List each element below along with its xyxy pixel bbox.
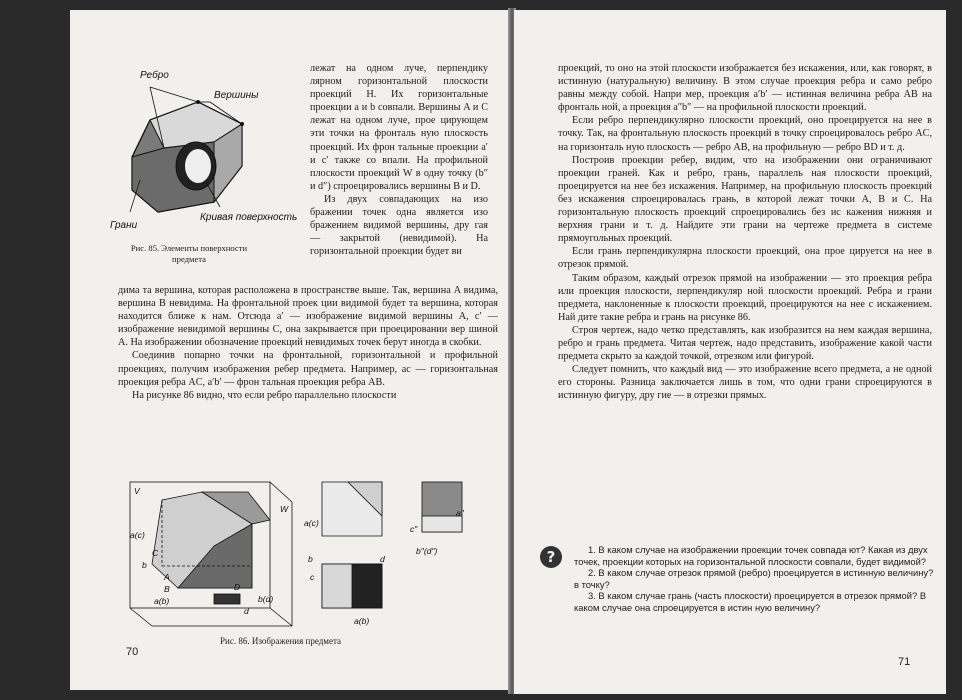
A-label: A (164, 572, 170, 582)
nut-drawing (130, 87, 244, 212)
side-a-label: a″ (456, 508, 464, 518)
top-ab-label: a(b) (354, 616, 370, 626)
question-icon: ? (540, 546, 562, 568)
question: 2. В каком случае отрезок прямой (ребро) проецируется в истинную величину? в точку? (574, 567, 934, 590)
D-label: D (234, 582, 241, 592)
front-view (322, 482, 382, 536)
v-label: V (134, 486, 140, 496)
side-bd-label: b″(d″) (416, 546, 438, 556)
edge-label: Ребро (140, 70, 169, 81)
figure-86-caption: Рис. 86. Изображения предмета (220, 636, 342, 646)
B-label: B (164, 584, 170, 594)
ab-bottom-label: a(b) (154, 596, 170, 606)
side-view (422, 482, 462, 532)
figure-85-caption: Рис. 85. Элементы поверхности предмета (130, 243, 248, 264)
b-label: b (142, 560, 147, 570)
front-d-label: d (380, 554, 385, 564)
paragraph: Из двух совпадающих на изо бражении точек одна является изо бражением видимой вершины, дру гая — закрытой (невидимой). На горизонтальной проекции будет ви (310, 193, 488, 258)
paragraph: лежат на одном луче, перпендику лярном горизонтальной плоскости проекций H. Их горизонтальные проекции a и b совпали. Вершины A и C лежат на одном луче, прое цирующем эти точки на фронталь ную плоскость проекций. Их фрон тальные проекции a′ и c′ также со впали. На профильной плоскости проекций W в одну точку (b″ и d″) спроецировались вершины B и D. (310, 63, 488, 192)
paragraph: Если ребро перпендикулярно плоскости проекций, оно проецируется на нее в точку. Так, на фронтальную плоскость проекций в точку спроецировалось ребро AC, на горизонталь ную плоскость — ребро AB, на профильную — ребро BD и т. д. (558, 115, 932, 153)
figure-86-projections (122, 476, 462, 636)
figure-85-nut (110, 62, 298, 237)
questions-text (574, 544, 934, 614)
bd-label: b(d) (258, 594, 274, 604)
right-page-text (558, 62, 932, 402)
left-column-text (310, 62, 488, 258)
paragraph: проекций, то оно на этой плоскости изображается без искажения, или, как говорят, в истинную (натуральную) величину. В этом случае проекция ребра и само ребро равны между собой. Напри мер, проекция a′b′ — истинная величина ребра AB на фронталь ной, а проекция a″b″ — на профильной плоскости проекций. (558, 63, 932, 114)
left-page (70, 10, 510, 690)
C-label: C (152, 548, 159, 558)
curved-surface-label: Кривая поверхность (200, 212, 298, 223)
paragraph: Строя чертеж, надо четко представлять, как изобразится на нем каждая вершина, ребро и грань предмета. Читая чертеж, надо представить, изображение какой части предмета скрыто за каждой точкой, отрезком или фигурой. (558, 324, 932, 363)
page-number: 70 (126, 646, 139, 658)
paragraph: Соединив попарно точки на фронтальной, горизонтальной и профильной проекциях, получим изображения ребер предмета. Например, ac — горизонтальная проекция ребра AC, a′b′ — фрон тальная проекция ребра AB. (118, 350, 498, 388)
side-c-label: c″ (410, 524, 418, 534)
paragraph: Следует помнить, что каждый вид — это изображение всего предмета, а не одной его стороны. Разница заключается лишь в том, что одни грани спроецируются в истинную фигуру, дру гие — в отрезки прямых. (558, 364, 932, 402)
paragraph: Таким образом, каждый отрезок прямой на изображении — это проекция ребра или проекция плоскости, перпендикуляр ной плоскости проекций. Ребра и грани предмета, наклоненные к плоскости проекций, проецируются на нее с искажением. Най дите такие ребра и грань на рисунке 86. (558, 272, 932, 323)
faces-label: Грани (110, 220, 138, 231)
w-label: W (280, 504, 289, 514)
right-page (514, 10, 946, 694)
front-ab-label: a(c) (304, 518, 319, 528)
question: 1. В каком случае на изображении проекции точек совпада ют? Какая из двух точек, проекции которых на горизонтальной плоскости совпали, будет видимой? (574, 544, 928, 567)
paragraph: Построив проекции ребер, видим, что на изображении они ограничивают проекции граней. Как и ребро, грань, параллель ная плоскости проекций, проецируется на нее без искажения. Например, на профильную плоскость проекций без искажения спроецировалась грань, в которой лежат точки A, B и C. На горизонтальную плоскость проекций спроецировались без ис кажения нижняя и верхняя грани и т. д. Найдите эти грани на чертеже предмета в системе прямоугольных проекций. (558, 154, 932, 245)
front-b-label: b (308, 554, 313, 564)
question: 3. В каком случае грань (часть плоскости) проецируется в отрезок прямой? В каком случае она спроецируется в истин ную величину? (574, 590, 927, 613)
top-view (322, 564, 382, 608)
paragraph: Если грань перпендикулярна плоскости проекций, она прое цируется на нее в отрезок прямой. (558, 246, 932, 271)
top-c-label: c (310, 572, 315, 582)
paragraph: дима та вершина, которая расположена в пространстве выше. Так, вершина A видима, вершина B невидима. На фронтальной проек ции видимой будет та вершина, которая находится ближе к нам. Отсюда a′ — изображение видимой вершины A, c′ — изображение невидимой вершины C, она закрывается при проецировании вер шиной A. На изображении обозначение проекций невидимых точек берут иногда в скобки. (118, 285, 498, 349)
ac-label: a(c) (130, 530, 145, 540)
vertices-label: Вершины (214, 90, 259, 101)
left-full-text (118, 284, 498, 402)
page-number: 71 (898, 656, 911, 668)
paragraph: На рисунке 86 видно, что если ребро параллельно плоскости (132, 389, 397, 401)
d-label: d (244, 606, 249, 616)
